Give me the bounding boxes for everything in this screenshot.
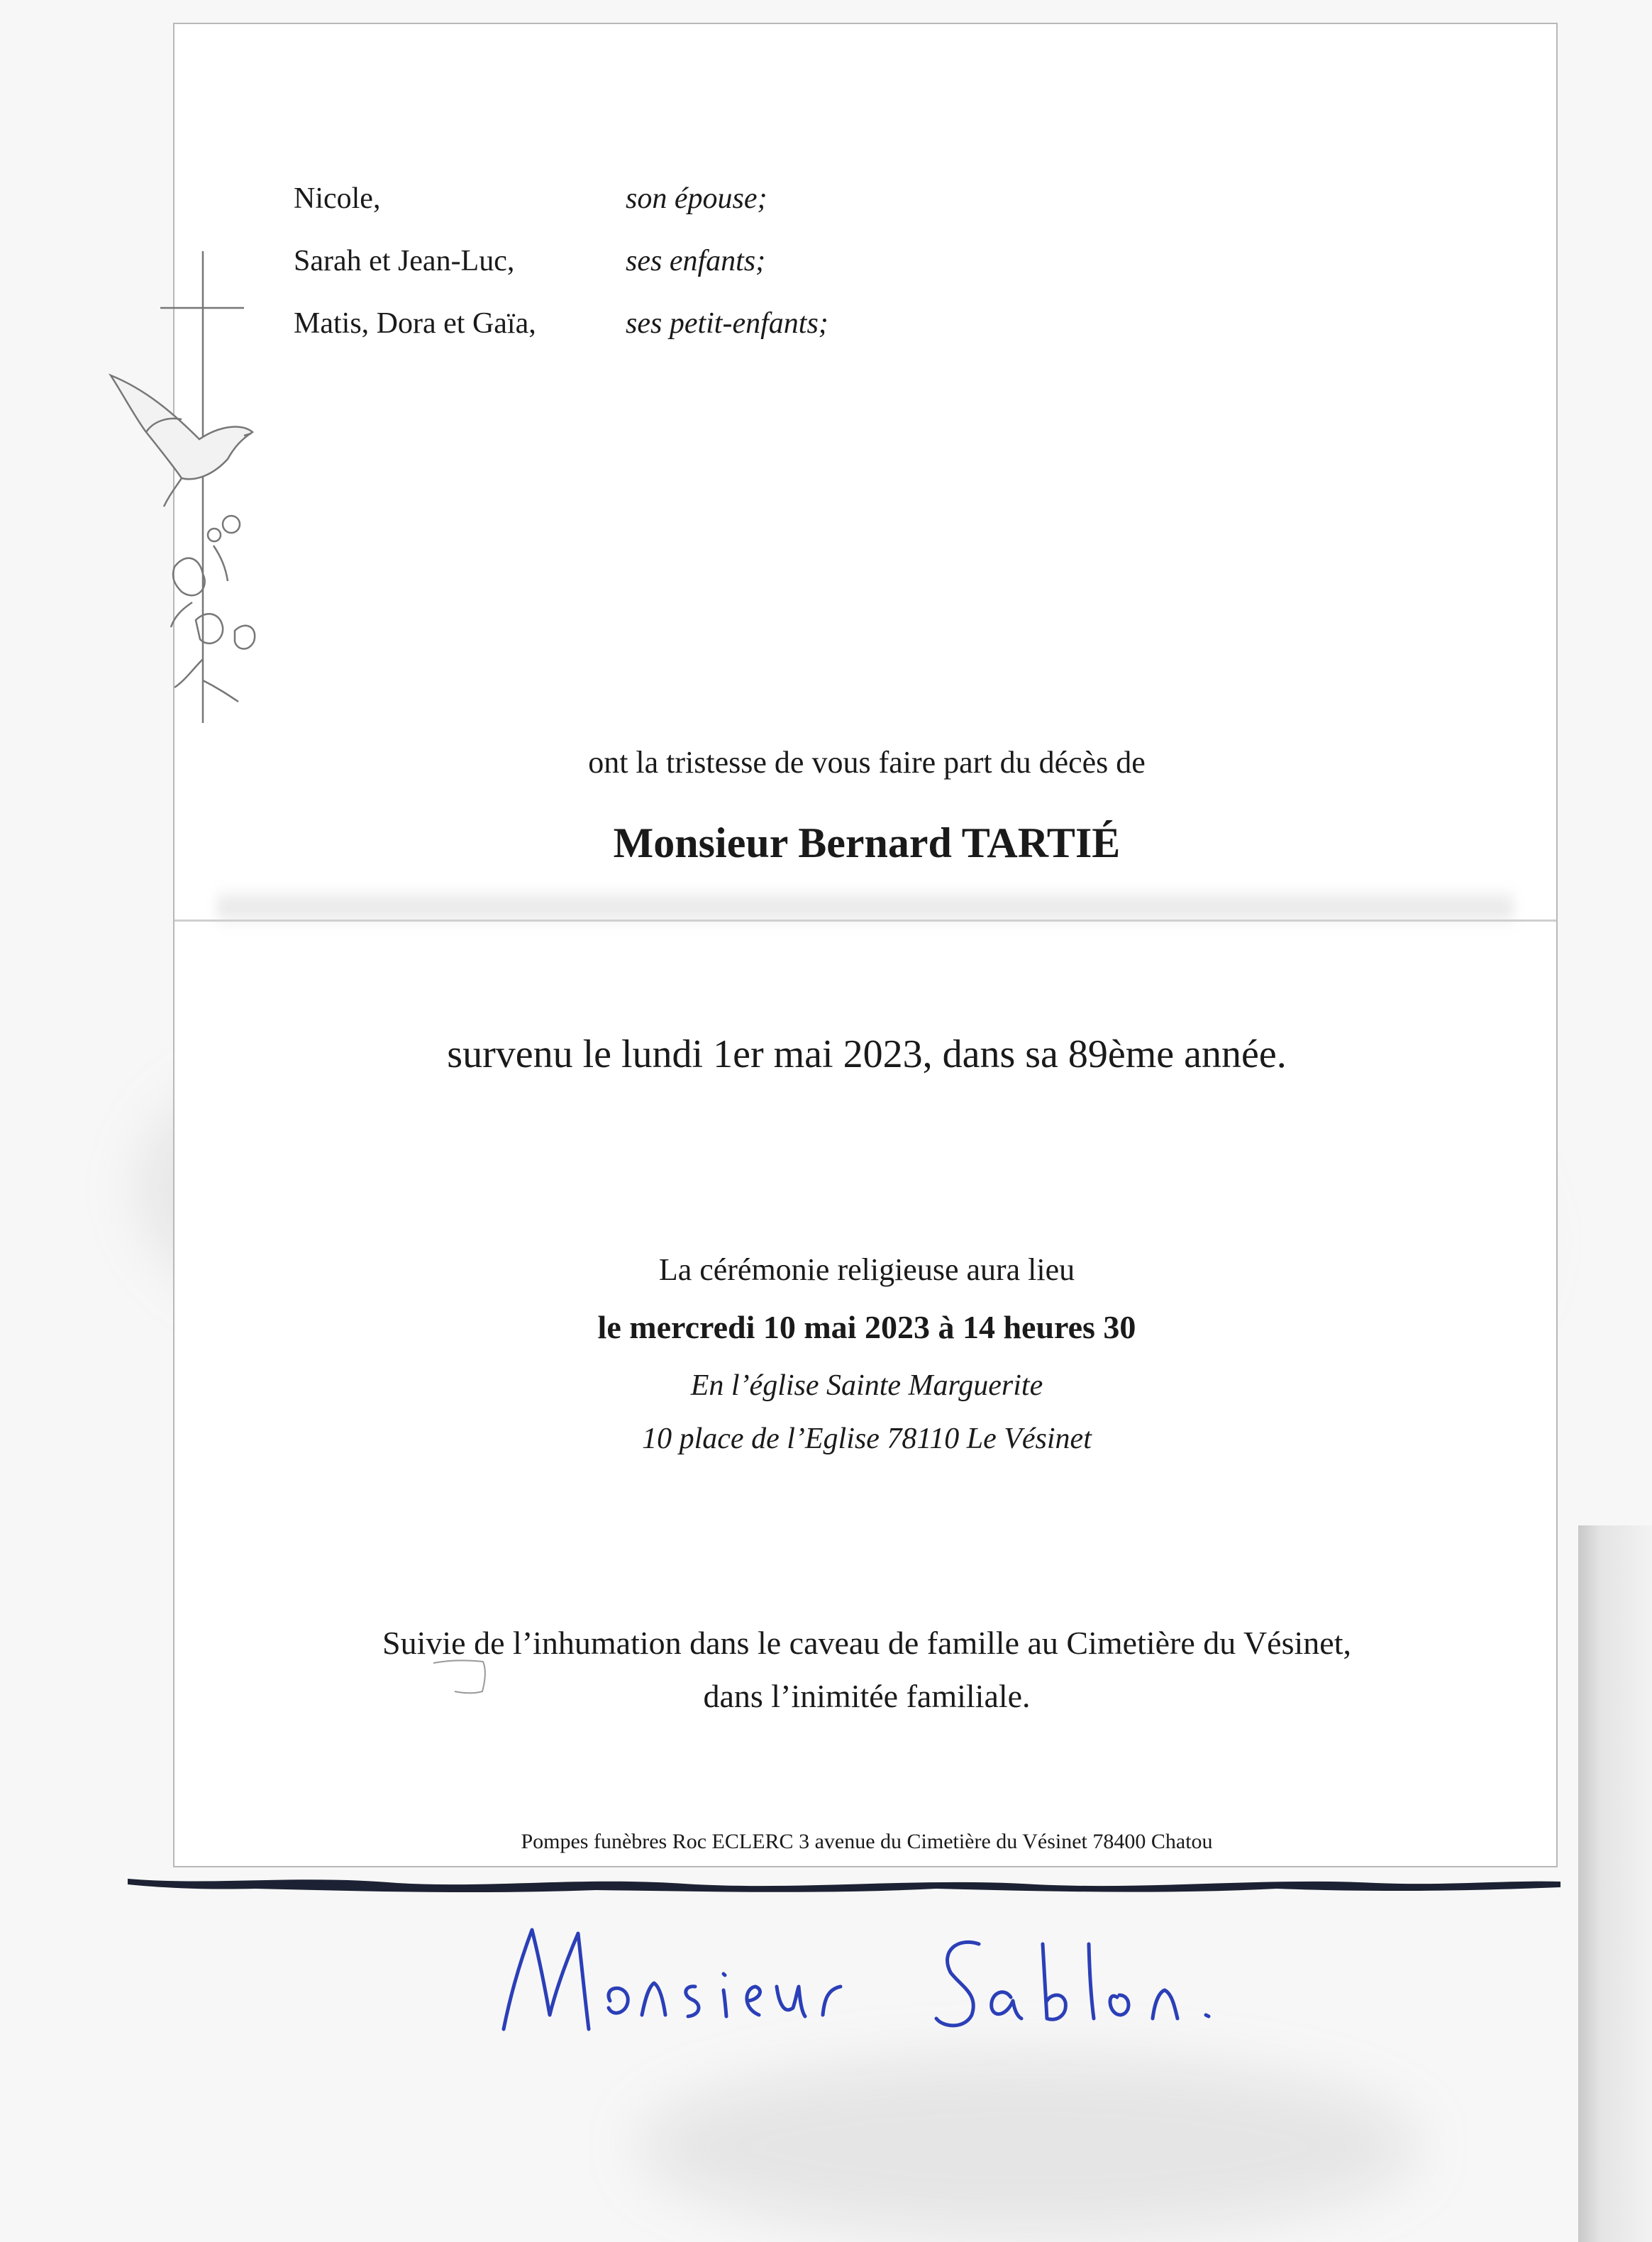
announcement-intro: ont la tristesse de vous faire part du décès de [588, 745, 1146, 780]
family-row [294, 244, 932, 307]
funeral-home-footer: Pompes funèbres Roc ECLERC 3 avenue du Cimetière du Vésinet 78400 Chatou [521, 1830, 1213, 1853]
ceremony-datetime: le mercredi 10 mai 2023 à 14 heures 30 [597, 1309, 1136, 1345]
torn-edge [0, 1873, 1652, 1901]
family-name: Sarah et Jean-Luc, [294, 245, 515, 277]
pencil-mark [430, 1656, 494, 1699]
family-relation: son épouse; [626, 182, 767, 215]
cross-dove-flower-icon [68, 233, 323, 730]
fold-line [174, 920, 1556, 922]
family-list [294, 182, 932, 369]
family-name: Matis, Dora et Gaïa, [294, 307, 536, 340]
deceased-name: Monsieur Bernard TARTIÉ [613, 819, 1121, 866]
death-notice [173, 23, 1558, 1867]
family-name: Nicole, [294, 182, 381, 215]
burial-line-1: Suivie de l’inhumation dans le caveau de famille au Cimetière du Vésinet, [382, 1625, 1351, 1661]
family-relation: ses petit-enfants; [626, 307, 828, 340]
burial-line-2: dans l’inimitée familiale. [703, 1678, 1031, 1714]
handwritten-signature [489, 1916, 1355, 2072]
fold-shadow [217, 886, 1514, 929]
ceremony-address: 10 place de l’Eglise 78110 Le Vésinet [642, 1423, 1092, 1455]
death-date: survenu le lundi 1er mai 2023, dans sa 89ème année. [447, 1032, 1287, 1076]
ceremony-intro: La cérémonie religieuse aura lieu [658, 1252, 1075, 1287]
ceremony-church: En l’église Sainte Marguerite [690, 1369, 1043, 1402]
family-relation: ses enfants; [626, 245, 766, 277]
family-row [294, 182, 932, 244]
paper-shadow [638, 2058, 1419, 2235]
family-row [294, 307, 932, 369]
